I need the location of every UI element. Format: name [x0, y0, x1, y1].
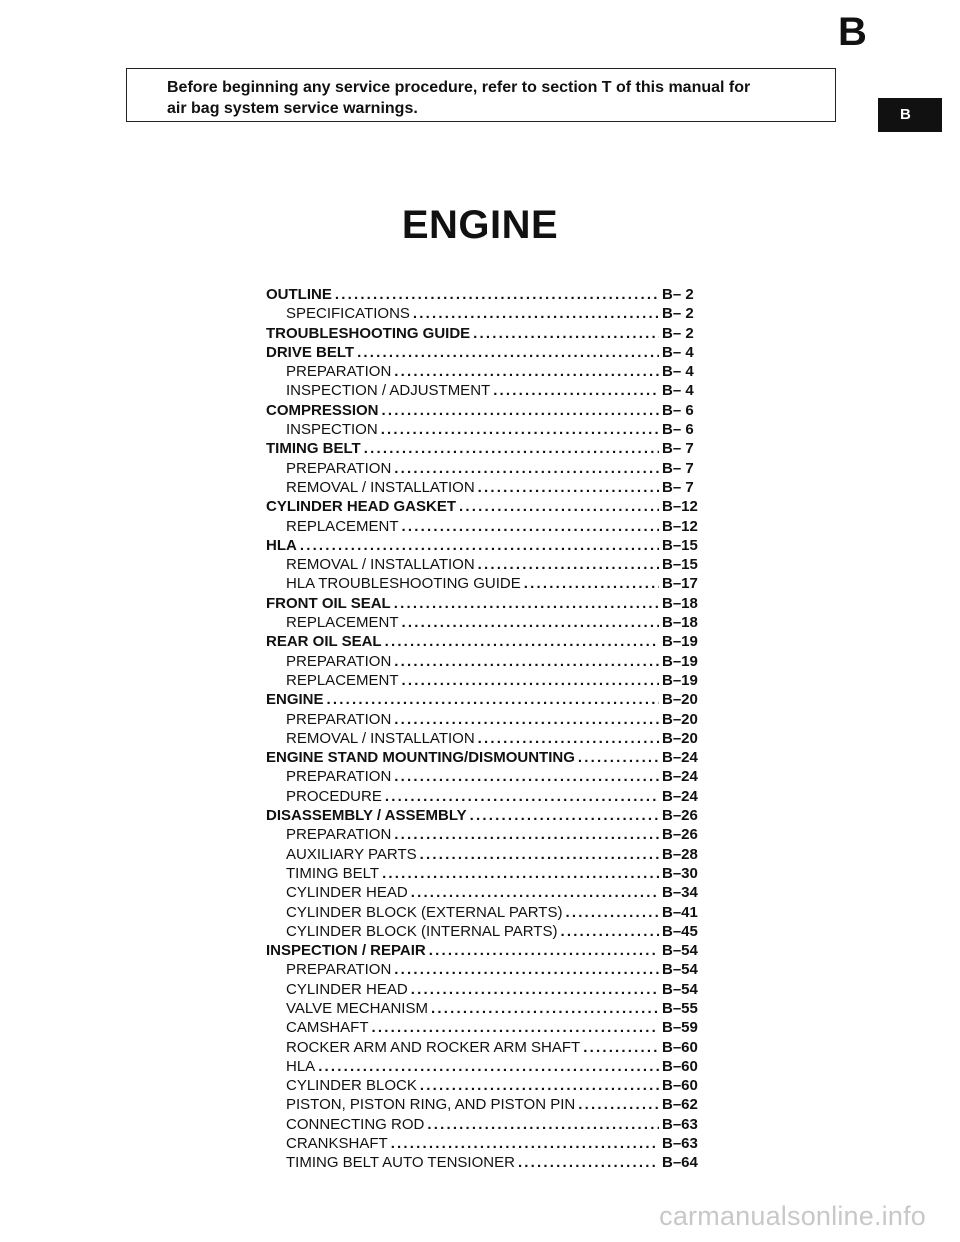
toc-entry-label: PROCEDURE [286, 787, 382, 805]
toc-entry[interactable] [266, 1153, 712, 1172]
toc-entry-page: B– 7 [662, 478, 694, 496]
toc-dot-leader [318, 1057, 659, 1076]
toc-entry-page: B–26 [662, 826, 698, 844]
toc-entry-page: B–30 [662, 864, 698, 882]
toc-dot-leader [478, 478, 659, 497]
toc-entry[interactable] [266, 1134, 712, 1153]
toc-dot-leader [372, 1018, 660, 1037]
toc-entry-label: REPLACEMENT [286, 614, 399, 632]
toc-entry[interactable] [266, 883, 712, 902]
toc-entry-page: B– 4 [662, 363, 694, 381]
toc-entry-page: B–62 [662, 1096, 698, 1114]
toc-entry-label: CAMSHAFT [286, 1019, 369, 1037]
toc-entry[interactable] [266, 1057, 712, 1076]
toc-entry-label: CYLINDER BLOCK (INTERNAL PARTS) [286, 922, 558, 940]
toc-entry-label: INSPECTION / REPAIR [266, 942, 426, 960]
toc-entry-label: COMPRESSION [266, 401, 379, 419]
toc-entry-page: B– 2 [662, 324, 694, 342]
toc-dot-leader [427, 1115, 659, 1134]
toc-entry-page: B–54 [662, 980, 698, 998]
section-letter: B [838, 10, 867, 54]
toc-dot-leader [420, 845, 659, 864]
toc-dot-leader [394, 825, 659, 844]
toc-dot-leader [583, 1038, 659, 1057]
toc-dot-leader [478, 729, 659, 748]
toc-entry-page: B–26 [662, 807, 698, 825]
toc-dot-leader [402, 613, 659, 632]
toc-entry-page: B–60 [662, 1077, 698, 1095]
toc-entry-page: B–54 [662, 961, 698, 979]
toc-entry-page: B–34 [662, 884, 698, 902]
toc-dot-leader [394, 767, 659, 786]
toc-entry-page: B– 7 [662, 440, 694, 458]
toc-entry-label: HLA [286, 1057, 316, 1075]
toc-entry[interactable] [266, 362, 712, 381]
toc-entry-page: B–15 [662, 536, 698, 554]
toc-entry-label: CYLINDER BLOCK (EXTERNAL PARTS) [286, 903, 563, 921]
toc-dot-leader [493, 381, 659, 400]
toc-entry[interactable] [266, 652, 712, 671]
toc-entry[interactable] [266, 825, 712, 844]
toc-entry[interactable] [266, 1076, 712, 1095]
toc-entry[interactable] [266, 671, 712, 690]
toc-entry[interactable] [266, 632, 712, 651]
toc-entry-label: INSPECTION [286, 421, 378, 439]
toc-entry-page: B– 4 [662, 343, 694, 361]
toc-entry-page: B– 2 [662, 305, 694, 323]
toc-entry[interactable] [266, 1018, 712, 1037]
toc-entry-label: TIMING BELT [266, 440, 361, 458]
toc-dot-leader [394, 710, 659, 729]
toc-entry-label: PISTON, PISTON RING, AND PISTON PIN [286, 1096, 576, 1114]
toc-dot-leader [364, 439, 659, 458]
toc-entry-label: TIMING BELT AUTO TENSIONER [286, 1154, 515, 1172]
toc-entry-label: PREPARATION [286, 961, 392, 979]
toc-dot-leader [394, 362, 659, 381]
toc-entry-label: PREPARATION [286, 652, 392, 670]
toc-entry-label: AUXILIARY PARTS [286, 845, 417, 863]
toc-entry[interactable] [266, 439, 712, 458]
toc-entry-label: CONNECTING ROD [286, 1115, 425, 1133]
toc-entry[interactable] [266, 613, 712, 632]
toc-dot-leader [411, 883, 659, 902]
toc-dot-leader [300, 536, 659, 555]
toc-entry-page: B–28 [662, 845, 698, 863]
toc-entry-label: OUTLINE [266, 286, 332, 303]
toc-entry-label: REMOVAL / INSTALLATION [286, 729, 475, 747]
toc-dot-leader [394, 960, 659, 979]
toc-entry-label: REAR OIL SEAL [266, 633, 382, 651]
warning-line-1: Before beginning any service procedure, refer to section T of this manual for [167, 79, 751, 96]
toc-entry-page: B–20 [662, 691, 698, 709]
toc-dot-leader [518, 1153, 659, 1172]
toc-dot-leader [385, 787, 659, 806]
toc-entry[interactable] [266, 729, 712, 748]
toc-dot-leader [381, 420, 659, 439]
toc-entry[interactable] [266, 806, 712, 825]
toc-entry-label: CYLINDER HEAD [286, 884, 408, 902]
toc-entry[interactable] [266, 748, 712, 767]
toc-entry[interactable] [266, 980, 712, 999]
toc-entry[interactable] [266, 304, 712, 323]
toc-dot-leader [565, 903, 659, 922]
toc-entry-label: CYLINDER HEAD [286, 980, 408, 998]
toc-dot-leader [431, 999, 659, 1018]
toc-entry[interactable] [266, 787, 712, 806]
toc-entry-label: ROCKER ARM AND ROCKER ARM SHAFT [286, 1038, 581, 1056]
toc-dot-leader [327, 690, 659, 709]
toc-entry-label: HLA TROUBLESHOOTING GUIDE [286, 575, 521, 593]
toc-dot-leader [560, 922, 659, 941]
toc-entry[interactable] [266, 1115, 712, 1134]
toc-entry-page: B–19 [662, 652, 698, 670]
toc-entry[interactable] [266, 941, 712, 960]
toc-dot-leader [394, 459, 659, 478]
toc-entry-label: DISASSEMBLY / ASSEMBLY [266, 807, 467, 825]
toc-entry[interactable] [266, 420, 712, 439]
table-of-contents [266, 285, 712, 1173]
toc-entry[interactable] [266, 767, 712, 786]
toc-entry-label: ENGINE [266, 691, 324, 709]
toc-entry-page: B–15 [662, 556, 698, 574]
toc-entry[interactable] [266, 594, 712, 613]
toc-entry-page: B–55 [662, 999, 698, 1017]
toc-entry-label: TROUBLESHOOTING GUIDE [266, 324, 471, 342]
toc-entry-page: B–59 [662, 1019, 698, 1037]
toc-entry-label: CYLINDER BLOCK [286, 1077, 417, 1095]
toc-dot-leader [413, 304, 659, 323]
toc-dot-leader [394, 594, 659, 613]
toc-dot-leader [478, 555, 659, 574]
toc-entry-page: B–24 [662, 787, 698, 805]
toc-dot-leader [429, 941, 659, 960]
toc-dot-leader [420, 1076, 659, 1095]
toc-dot-leader [524, 574, 659, 593]
toc-entry-label: TIMING BELT [286, 864, 380, 882]
toc-entry-label: DRIVE BELT [266, 343, 355, 361]
toc-entry-page: B–64 [662, 1154, 698, 1172]
section-tab: B [878, 98, 942, 132]
toc-entry[interactable] [266, 903, 712, 922]
toc-entry[interactable] [266, 536, 712, 555]
toc-entry-label: REPLACEMENT [286, 517, 399, 535]
toc-entry-page: B–12 [662, 517, 698, 535]
toc-entry-page: B–18 [662, 594, 698, 612]
toc-entry-label: VALVE MECHANISM [286, 999, 428, 1017]
warning-notice [126, 68, 836, 122]
toc-entry[interactable] [266, 960, 712, 979]
toc-entry-label: ENGINE STAND MOUNTING/DISMOUNTING [266, 749, 575, 767]
toc-entry[interactable] [266, 555, 712, 574]
toc-dot-leader [578, 748, 659, 767]
toc-dot-leader [385, 632, 659, 651]
toc-entry-label: PREPARATION [286, 768, 392, 786]
toc-entry-label: HLA [266, 536, 297, 554]
toc-entry-label: REMOVAL / INSTALLATION [286, 556, 475, 574]
toc-entry-page: B– 7 [662, 459, 694, 477]
toc-dot-leader [394, 652, 659, 671]
toc-entry-label: INSPECTION / ADJUSTMENT [286, 382, 491, 400]
toc-entry-page: B–60 [662, 1038, 698, 1056]
toc-entry-page: B–24 [662, 768, 698, 786]
toc-entry[interactable] [266, 401, 712, 420]
toc-dot-leader [382, 864, 659, 883]
toc-entry-label: PREPARATION [286, 363, 392, 381]
toc-dot-leader [382, 401, 659, 420]
toc-entry-page: B–63 [662, 1115, 698, 1133]
toc-entry[interactable] [266, 459, 712, 478]
toc-entry-page: B–24 [662, 749, 698, 767]
toc-dot-leader [402, 517, 659, 536]
toc-entry-label: CRANKSHAFT [286, 1135, 388, 1153]
page-title: ENGINE [401, 203, 559, 247]
toc-dot-leader [459, 497, 659, 516]
toc-entry[interactable] [266, 343, 712, 362]
toc-entry-page: B–63 [662, 1135, 698, 1153]
toc-entry[interactable] [266, 710, 712, 729]
toc-entry-page: B–45 [662, 922, 698, 940]
toc-entry-page: B–17 [662, 575, 698, 593]
toc-entry[interactable] [266, 285, 712, 304]
toc-entry[interactable] [266, 690, 712, 709]
toc-entry-page: B–19 [662, 633, 698, 651]
toc-entry-label: PREPARATION [286, 459, 392, 477]
toc-entry-page: B–60 [662, 1057, 698, 1075]
toc-entry-label: CYLINDER HEAD GASKET [266, 498, 457, 516]
toc-entry[interactable] [266, 864, 712, 883]
toc-entry-label: FRONT OIL SEAL [266, 594, 391, 612]
toc-entry[interactable] [266, 999, 712, 1018]
toc-entry[interactable] [266, 574, 712, 593]
toc-entry[interactable] [266, 922, 712, 941]
toc-entry[interactable] [266, 478, 712, 497]
toc-entry-page: B– 2 [662, 286, 694, 303]
toc-entry[interactable] [266, 1038, 712, 1057]
toc-dot-leader [473, 324, 659, 343]
toc-entry-label: PREPARATION [286, 710, 392, 728]
toc-entry-page: B– 6 [662, 421, 694, 439]
toc-dot-leader [578, 1095, 659, 1114]
toc-entry-page: B–41 [662, 903, 698, 921]
toc-dot-leader [391, 1134, 659, 1153]
toc-dot-leader [335, 285, 659, 304]
toc-entry-label: PREPARATION [286, 826, 392, 844]
toc-entry-page: B– 4 [662, 382, 694, 400]
toc-entry-page: B–12 [662, 498, 698, 516]
toc-entry-page: B–20 [662, 710, 698, 728]
toc-entry-page: B–19 [662, 671, 698, 689]
toc-entry[interactable] [266, 381, 712, 400]
toc-entry[interactable] [266, 517, 712, 536]
toc-entry-label: REPLACEMENT [286, 671, 399, 689]
toc-dot-leader [402, 671, 659, 690]
toc-entry[interactable] [266, 845, 712, 864]
toc-dot-leader [411, 980, 659, 999]
toc-entry[interactable] [266, 324, 712, 343]
warning-line-2: air bag system service warnings. [167, 100, 418, 117]
toc-dot-leader [470, 806, 659, 825]
toc-entry-label: REMOVAL / INSTALLATION [286, 478, 475, 496]
toc-entry-label: SPECIFICATIONS [286, 305, 410, 323]
toc-entry[interactable] [266, 497, 712, 516]
toc-entry-page: B–18 [662, 614, 698, 632]
toc-dot-leader [357, 343, 659, 362]
toc-entry-page: B–54 [662, 942, 698, 960]
toc-entry[interactable] [266, 1095, 712, 1114]
toc-entry-page: B–20 [662, 729, 698, 747]
toc-entry-page: B– 6 [662, 401, 694, 419]
watermark: carmanualsonline.info [659, 1201, 926, 1231]
